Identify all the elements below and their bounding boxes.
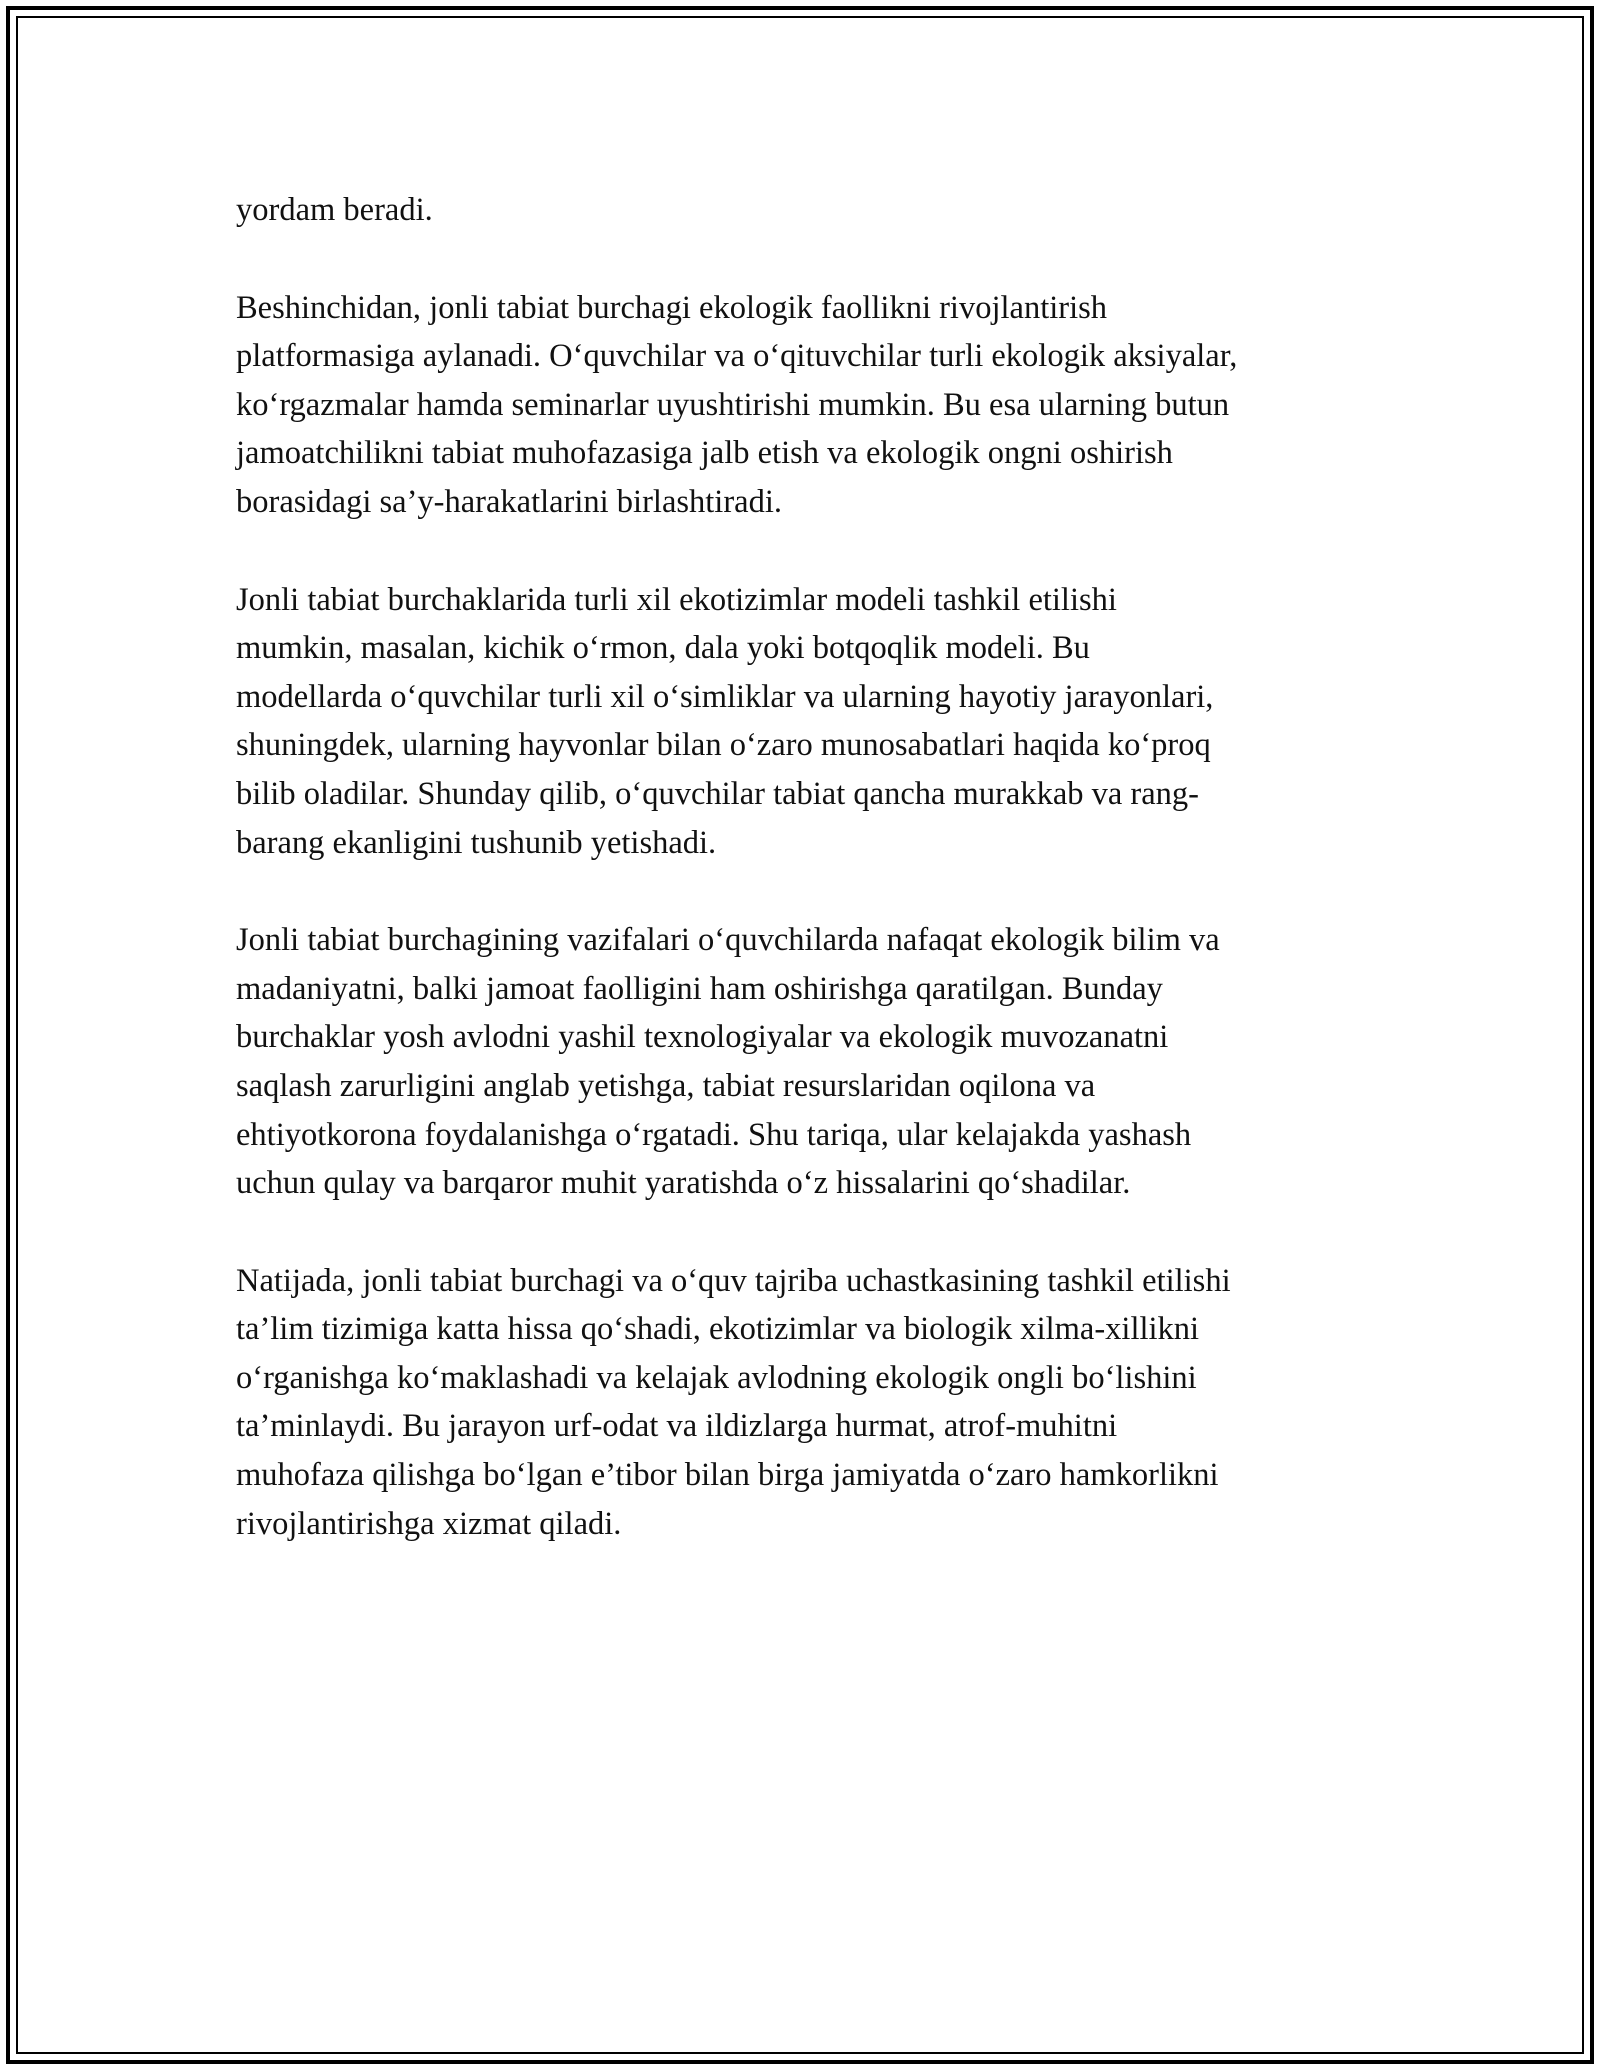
text-line: madaniyatni, balki jamoat faolligini ham oshirishga qaratilgan. Bunday xyxy=(236,970,1163,1007)
paragraph-5 xyxy=(236,1257,1366,1549)
text-line: platformasiga aylanadi. O‘quvchilar va o‘qituvchilar turli ekologik aksiyalar, xyxy=(236,338,1238,375)
text-line: o‘rganishga ko‘maklashadi va kelajak avlodning ekologik ongli bo‘lishini xyxy=(236,1359,1197,1396)
text-line: Jonli tabiat burchaklarida turli xil ekotizimlar modeli tashkil etilishi xyxy=(236,581,1117,618)
paragraph-1 xyxy=(236,186,1366,235)
text-line: bilib oladilar. Shunday qilib, o‘quvchilar tabiat qancha murakkab va rang- xyxy=(236,775,1199,812)
text-line: jamoatchilikni tabiat muhofazasiga jalb etish va ekologik ongni oshirish xyxy=(236,435,1173,472)
text-line: mumkin, masalan, kichik o‘rmon, dala yoki botqoqlik modeli. Bu xyxy=(236,630,1090,667)
paragraph-2 xyxy=(236,284,1366,527)
text-line: Natijada, jonli tabiat burchagi va o‘quv tajriba uchastkasining tashkil etilishi xyxy=(236,1262,1231,1299)
text-line: modellarda o‘quvchilar turli xil o‘simliklar va ularning hayotiy jarayonlari, xyxy=(236,678,1214,715)
text-line: barang ekanligini tushunib yetishadi. xyxy=(236,824,717,861)
text-line: ta’minlaydi. Bu jarayon urf-odat va ildizlarga hurmat, atrof-muhitni xyxy=(236,1408,1118,1445)
text-line: yordam beradi. xyxy=(236,192,433,228)
text-line: Jonli tabiat burchagining vazifalari o‘quvchilarda nafaqat ekologik bilim va xyxy=(236,922,1220,959)
text-line: ta’lim tizimiga katta hissa qo‘shadi, ekotizimlar va biologik xilma-xillikni xyxy=(236,1311,1200,1348)
text-line: borasidagi sa’y-harakatlarini birlashtiradi. xyxy=(236,483,782,520)
text-line: uchun qulay va barqaror muhit yaratishda o‘z hissalarini qo‘shadilar. xyxy=(236,1165,1131,1202)
text-line: ehtiyotkorona foydalanishga o‘rgatadi. Shu tariqa, ular kelajakda yashash xyxy=(236,1116,1192,1153)
text-line: shuningdek, ularning hayvonlar bilan o‘zaro munosabatlari haqida ko‘proq xyxy=(236,727,1211,764)
paragraph-3 xyxy=(236,576,1366,868)
text-line: ko‘rgazmalar hamda seminarlar uyushtirishi mumkin. Bu esa ularning butun xyxy=(236,386,1230,423)
paragraph-4 xyxy=(236,916,1366,1208)
text-line: saqlash zarurligini anglab yetishga, tabiat resurslaridan oqilona va xyxy=(236,1067,1096,1104)
text-line: burchaklar yosh avlodni yashil texnologiyalar va ekologik muvozanatni xyxy=(236,1019,1169,1056)
text-line: muhofaza qilishga bo‘lgan e’tibor bilan birga jamiyatda o‘zaro hamkorlikni xyxy=(236,1457,1219,1494)
document-body xyxy=(236,186,1366,1597)
text-line: rivojlantirishga xizmat qiladi. xyxy=(236,1505,622,1542)
text-line: Beshinchidan, jonli tabiat burchagi ekologik faollikni rivojlantirish xyxy=(236,289,1108,326)
